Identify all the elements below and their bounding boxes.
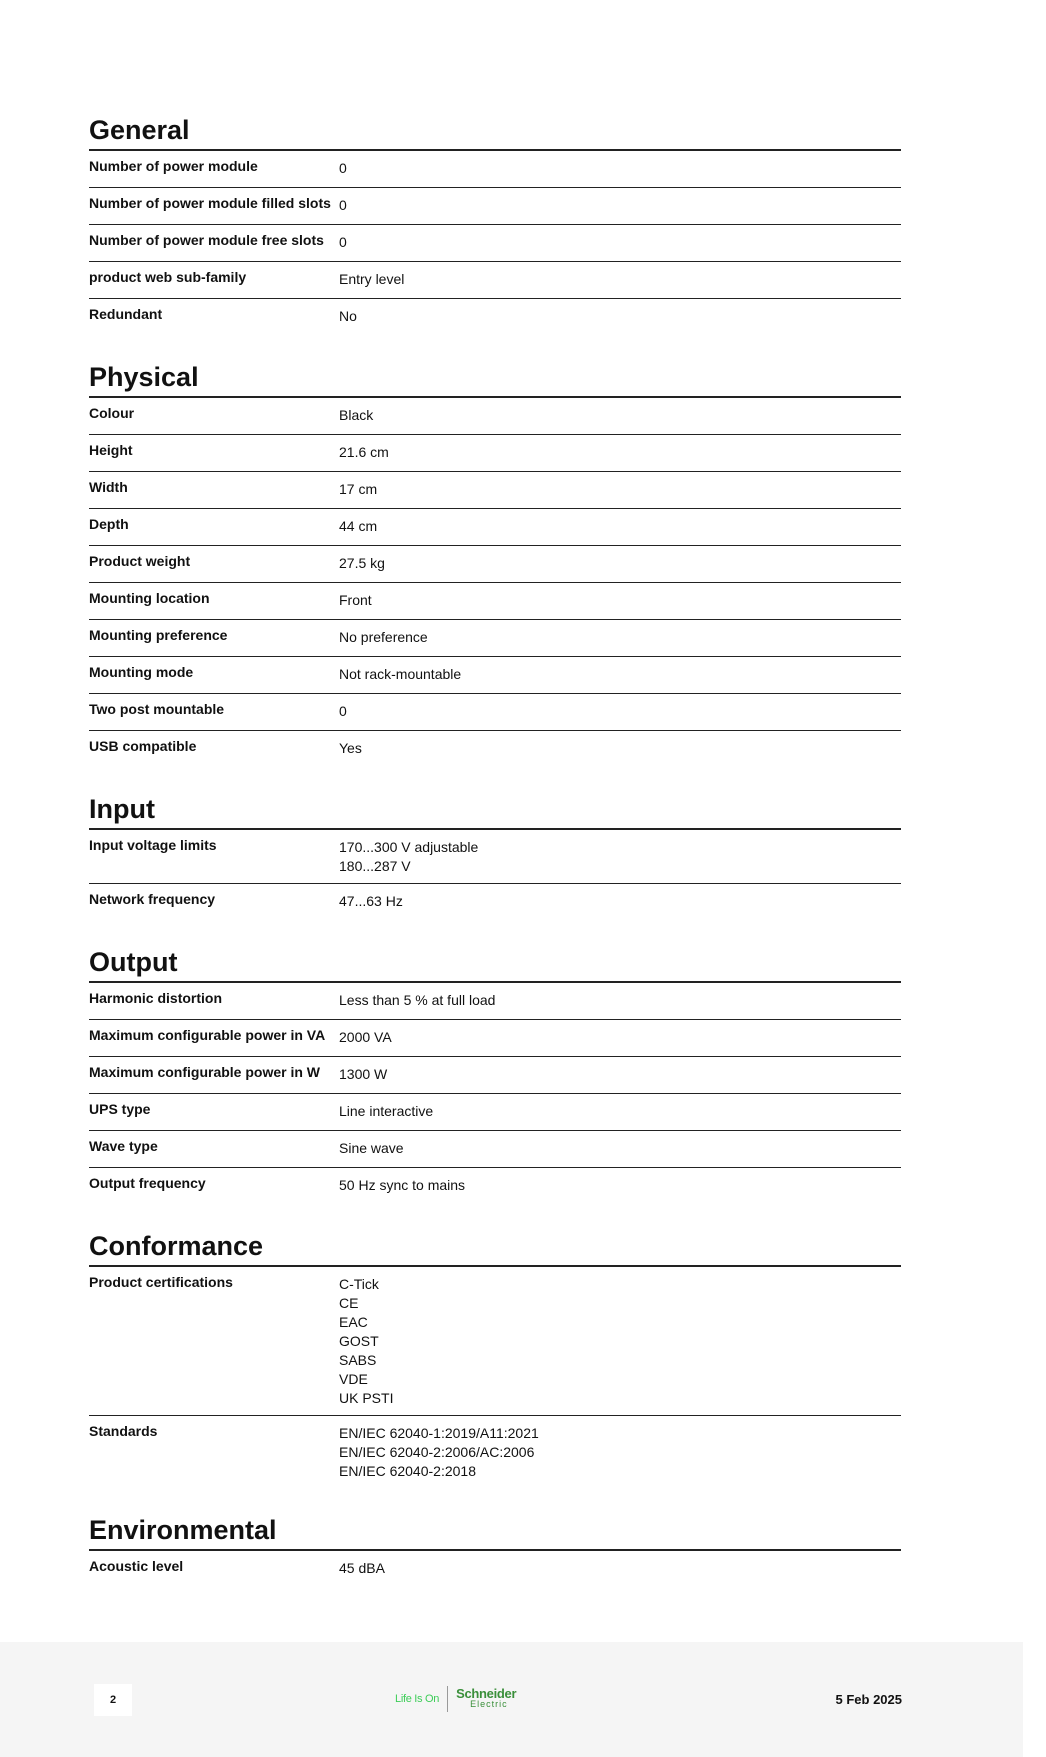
- spec-label: Mounting preference: [89, 627, 228, 643]
- spec-values: [339, 1173, 901, 1197]
- spec-row: [89, 983, 901, 1020]
- spec-label: Output frequency: [89, 1175, 206, 1191]
- spec-row: [89, 188, 901, 225]
- spec-row: [89, 1057, 901, 1094]
- spec-values: [339, 230, 901, 254]
- spec-value: 170...300 V adjustable: [339, 839, 479, 855]
- section-conformance: [89, 1230, 901, 1488]
- spec-label: Acoustic level: [89, 1558, 184, 1574]
- spec-values: [339, 440, 901, 464]
- spec-row: [89, 435, 901, 472]
- spec-label: Mounting mode: [89, 664, 194, 680]
- spec-value: SABS: [339, 1352, 377, 1368]
- brand-logo: [395, 1686, 516, 1712]
- spec-value: EN/IEC 62040-1:2019/A11:2021: [339, 1425, 539, 1441]
- spec-values: [339, 1556, 901, 1580]
- spec-row: [89, 262, 901, 299]
- spec-value: VDE: [339, 1371, 368, 1387]
- spec-values: [339, 699, 901, 723]
- spec-label: Width: [89, 479, 128, 495]
- spec-row: [89, 1267, 901, 1416]
- document-date: 5 Feb 2025: [835, 1692, 902, 1707]
- spec-value: EN/IEC 62040-2:2018: [339, 1463, 476, 1479]
- spec-row: [89, 1416, 901, 1488]
- spec-values: [339, 1421, 901, 1481]
- spec-row: [89, 299, 901, 335]
- spec-value: 0: [339, 197, 347, 213]
- spec-value: No: [339, 308, 357, 324]
- spec-values: [339, 1099, 901, 1123]
- schneider-logo: [456, 1688, 516, 1710]
- page-footer: [0, 1642, 1023, 1757]
- spec-value: Less than 5 % at full load: [339, 992, 496, 1008]
- section-title: Physical: [89, 361, 901, 398]
- spec-label: Number of power module filled slots: [89, 195, 331, 211]
- section-general: [89, 114, 901, 335]
- spec-value: 50 Hz sync to mains: [339, 1177, 466, 1193]
- spec-row: [89, 225, 901, 262]
- spec-label: Depth: [89, 516, 129, 532]
- spec-value: 21.6 cm: [339, 444, 389, 460]
- spec-values: [339, 551, 901, 575]
- spec-value: 45 dBA: [339, 1560, 385, 1576]
- spec-value: CE: [339, 1295, 359, 1311]
- spec-row: [89, 546, 901, 583]
- spec-values: [339, 889, 901, 913]
- brand-name: Schneider: [456, 1686, 517, 1701]
- spec-value: No preference: [339, 629, 428, 645]
- spec-value: Line interactive: [339, 1103, 434, 1119]
- spec-label: Number of power module: [89, 158, 258, 174]
- spec-row: [89, 1551, 901, 1587]
- brand-sub: Electric: [470, 1699, 508, 1709]
- spec-values: [339, 514, 901, 538]
- spec-label: Product weight: [89, 553, 191, 569]
- spec-value: EAC: [339, 1314, 368, 1330]
- spec-value: Black: [339, 407, 374, 423]
- spec-label: Standards: [89, 1423, 158, 1439]
- section-output: [89, 946, 901, 1204]
- spec-row: [89, 151, 901, 188]
- spec-row: [89, 731, 901, 767]
- spec-label: Wave type: [89, 1138, 158, 1154]
- spec-values: [339, 1025, 901, 1049]
- spec-row: [89, 583, 901, 620]
- spec-label: Mounting location: [89, 590, 210, 606]
- spec-values: [339, 267, 901, 291]
- spec-row: [89, 509, 901, 546]
- spec-label: Number of power module free slots: [89, 232, 324, 248]
- spec-row: [89, 657, 901, 694]
- section-title: General: [89, 114, 901, 151]
- page-number: 2: [94, 1684, 132, 1716]
- section-title: Output: [89, 946, 901, 983]
- spec-row: [89, 694, 901, 731]
- spec-label: USB compatible: [89, 738, 197, 754]
- spec-values: [339, 662, 901, 686]
- spec-values: [339, 403, 901, 427]
- spec-values: [339, 988, 901, 1012]
- spec-label: Two post mountable: [89, 701, 225, 717]
- spec-value: 27.5 kg: [339, 555, 385, 571]
- spec-values: [339, 193, 901, 217]
- spec-value: 0: [339, 703, 347, 719]
- spec-value: 0: [339, 234, 347, 250]
- spec-label: UPS type: [89, 1101, 151, 1117]
- spec-value: Front: [339, 592, 372, 608]
- section-title: Environmental: [89, 1514, 901, 1551]
- section-title: Input: [89, 793, 901, 830]
- spec-row: [89, 1020, 901, 1057]
- spec-value: 1300 W: [339, 1066, 388, 1082]
- spec-label: Network frequency: [89, 891, 216, 907]
- spec-label: product web sub-family: [89, 269, 247, 285]
- spec-values: [339, 477, 901, 501]
- spec-values: [339, 304, 901, 328]
- section-input: [89, 793, 901, 920]
- spec-row: [89, 620, 901, 657]
- spec-label: Maximum configurable power in W: [89, 1064, 321, 1080]
- spec-value: 180...287 V: [339, 858, 411, 874]
- spec-label: Input voltage limits: [89, 837, 217, 853]
- spec-label: Height: [89, 442, 133, 458]
- spec-value: Sine wave: [339, 1140, 404, 1156]
- section-title: Conformance: [89, 1230, 901, 1267]
- spec-row: [89, 472, 901, 509]
- spec-values: [339, 156, 901, 180]
- spec-row: [89, 398, 901, 435]
- spec-value: Entry level: [339, 271, 405, 287]
- spec-values: [339, 625, 901, 649]
- spec-value: GOST: [339, 1333, 379, 1349]
- brand-divider: [447, 1686, 448, 1712]
- section-physical: [89, 361, 901, 767]
- spec-value: Not rack-mountable: [339, 666, 462, 682]
- spec-values: [339, 736, 901, 760]
- spec-document: [89, 114, 901, 1613]
- spec-value: C-Tick: [339, 1276, 379, 1292]
- spec-label: Maximum configurable power in VA: [89, 1027, 326, 1043]
- spec-value: 2000 VA: [339, 1029, 392, 1045]
- spec-value: UK PSTI: [339, 1390, 394, 1406]
- spec-label: Product certifications: [89, 1274, 233, 1290]
- spec-value: 0: [339, 160, 347, 176]
- spec-row: [89, 1131, 901, 1168]
- spec-value: Yes: [339, 740, 362, 756]
- spec-values: [339, 835, 901, 876]
- spec-values: [339, 1272, 901, 1408]
- spec-values: [339, 588, 901, 612]
- spec-row: [89, 884, 901, 920]
- spec-value: 44 cm: [339, 518, 378, 534]
- spec-values: [339, 1062, 901, 1086]
- brand-tagline: Life Is On: [395, 1693, 440, 1705]
- section-environmental: [89, 1514, 901, 1587]
- spec-label: Redundant: [89, 306, 163, 322]
- spec-row: [89, 830, 901, 884]
- spec-row: [89, 1094, 901, 1131]
- spec-row: [89, 1168, 901, 1204]
- spec-values: [339, 1136, 901, 1160]
- spec-value: 17 cm: [339, 481, 378, 497]
- spec-value: 47...63 Hz: [339, 893, 403, 909]
- spec-label: Colour: [89, 405, 135, 421]
- spec-label: Harmonic distortion: [89, 990, 223, 1006]
- spec-value: EN/IEC 62040-2:2006/AC:2006: [339, 1444, 535, 1460]
